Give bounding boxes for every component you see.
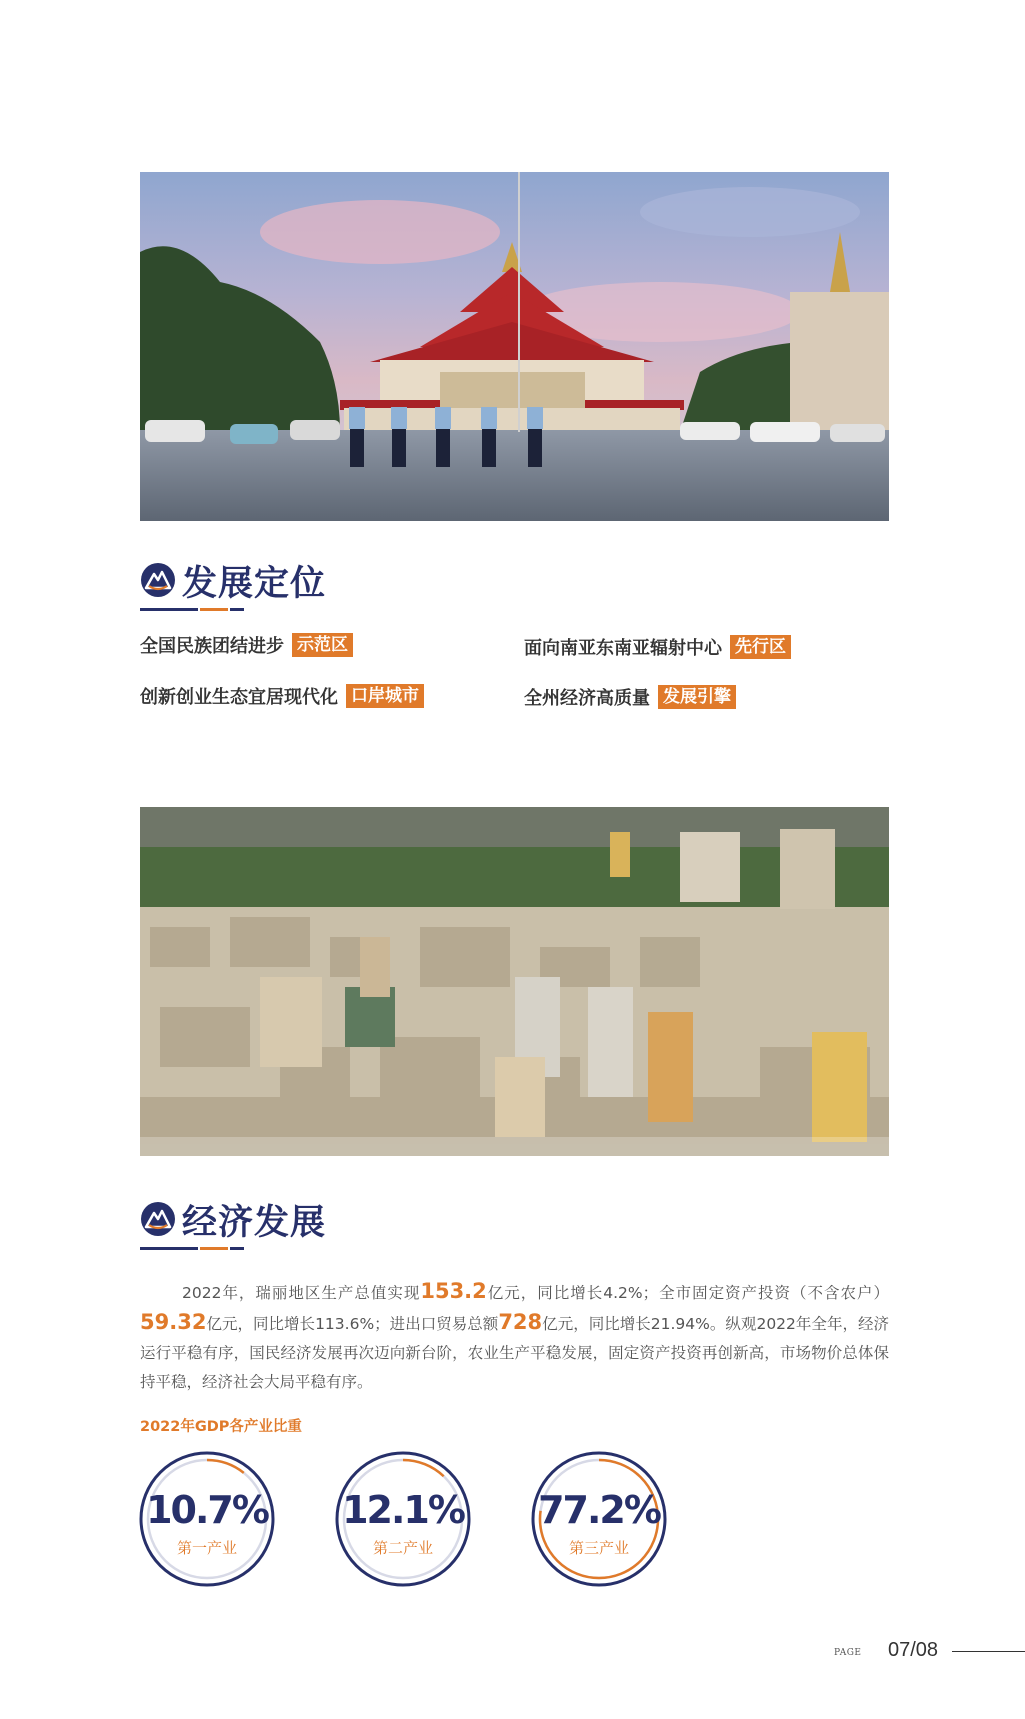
photo-city-skyline <box>140 807 889 1156</box>
paragraph-text: 亿元，同比增长113.6%；进出口贸易总额 <box>206 1315 499 1333</box>
ring-percent: 77.2% <box>538 1488 660 1532</box>
ring-label: 第二产业 <box>372 1539 433 1557</box>
footer-page-label: PAGE <box>834 1648 862 1658</box>
city-emblem-icon <box>140 562 176 598</box>
paragraph-text: 2022年，瑞丽地区生产总值实现 <box>182 1284 421 1302</box>
ring-label: 第一产业 <box>176 1539 237 1557</box>
economy-paragraph <box>140 1277 889 1397</box>
positioning-tag: 先行区 <box>730 635 791 659</box>
positioning-tag: 示范区 <box>292 633 353 657</box>
paragraph-text: 亿元，同比增长4.2%；全市固定资产投资（不含农户） <box>486 1284 889 1302</box>
footer-rule <box>952 1651 1025 1652</box>
gdp-value-highlight: 153.2 <box>420 1279 487 1303</box>
title-underline-end <box>230 1247 244 1250</box>
title-underline <box>140 1247 198 1250</box>
photo-border-gate-patrol <box>140 172 889 521</box>
positioning-item <box>140 633 353 657</box>
photo-city-illustration <box>140 807 889 1156</box>
gdp-chart-title: 2022年GDP各产业比重 <box>140 1419 302 1435</box>
gdp-ring-secondary <box>334 1450 472 1588</box>
ring-percent: 10.7% <box>146 1488 268 1532</box>
ring-percent: 12.1% <box>342 1488 464 1532</box>
footer-page-number: 07/08 <box>888 1639 939 1661</box>
section-title: 经济发展 <box>182 1203 327 1243</box>
positioning-item <box>524 635 791 659</box>
positioning-text: 全州经济高质量 <box>524 688 650 709</box>
title-underline-accent <box>200 1247 228 1250</box>
positioning-tag: 发展引擎 <box>658 685 736 709</box>
title-underline <box>140 608 198 611</box>
investment-value-highlight: 59.32 <box>140 1310 207 1334</box>
positioning-text: 全国民族团结进步 <box>140 636 284 657</box>
gdp-ring-tertiary <box>530 1450 668 1588</box>
trade-value-highlight: 728 <box>498 1310 543 1334</box>
photo-top-illustration <box>140 172 889 521</box>
positioning-text: 面向南亚东南亚辐射中心 <box>524 638 722 659</box>
positioning-text: 创新创业生态宜居现代化 <box>140 687 338 708</box>
section-title: 发展定位 <box>182 564 327 604</box>
positioning-item <box>140 684 424 708</box>
title-underline-end <box>230 608 244 611</box>
ring-label: 第三产业 <box>568 1539 629 1557</box>
gdp-ring-primary <box>138 1450 276 1588</box>
paragraph-text: 亿元，同比增长21.94%。纵观2022年全年，经济运行平稳有序，国民经济发展再次迈向新台阶，农业生产平稳发展，固定资产投资再创新高，市场物价总体保持平稳，经济社会大局平稳有序。 <box>140 1315 889 1391</box>
city-emblem-icon <box>140 1201 176 1237</box>
title-underline-accent <box>200 608 228 611</box>
positioning-item <box>524 685 736 709</box>
positioning-tag: 口岸城市 <box>346 684 424 708</box>
